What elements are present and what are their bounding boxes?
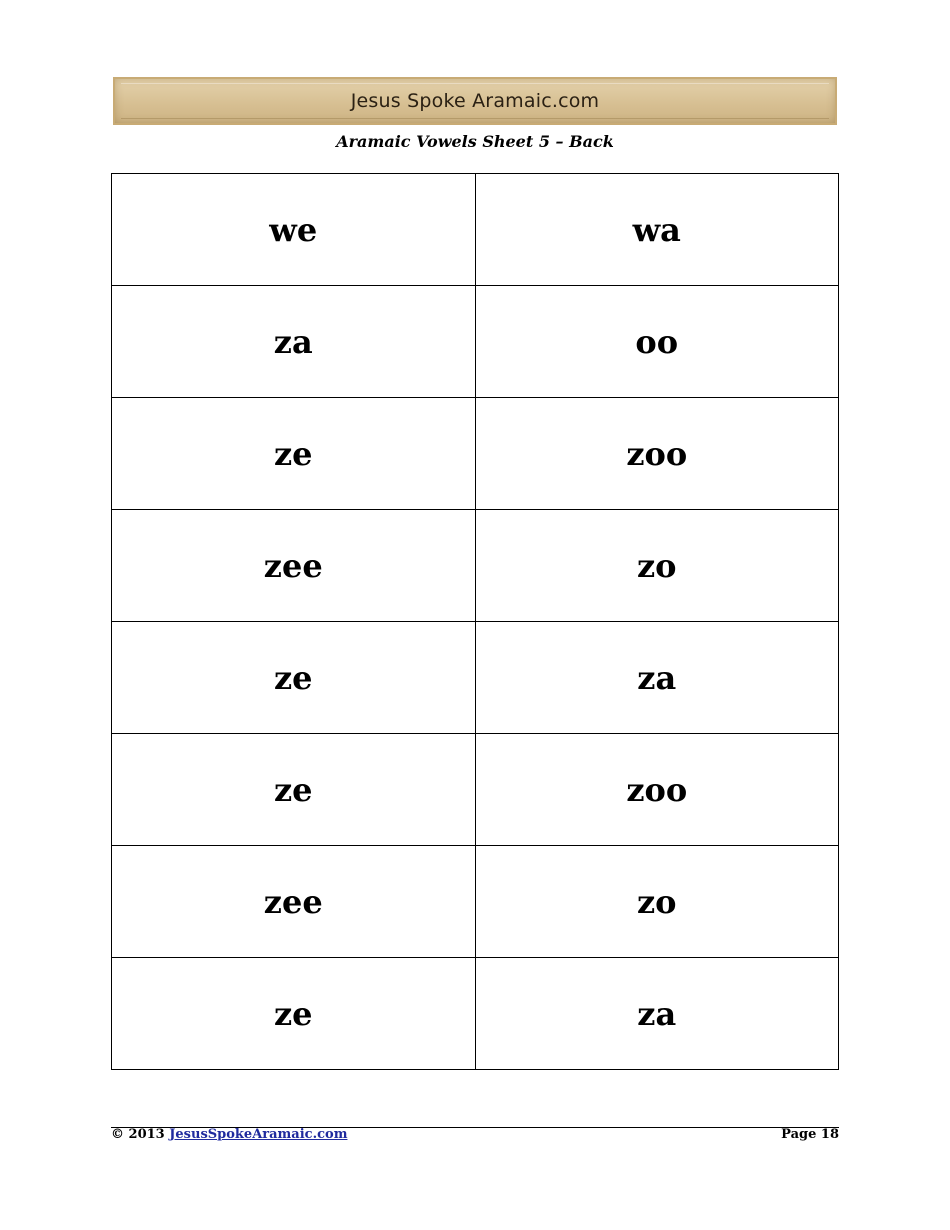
card-cell-left: zee	[112, 510, 476, 622]
card-cell-right: oo	[475, 286, 839, 398]
card-row	[112, 958, 839, 1070]
card-cell-right: zoo	[475, 398, 839, 510]
card-cell-right: zoo	[475, 734, 839, 846]
card-cell-left: ze	[112, 398, 476, 510]
page-number: Page 18	[781, 1127, 839, 1142]
card-cell-right: zo	[475, 510, 839, 622]
card-cell-right: zo	[475, 846, 839, 958]
card-cell-left: we	[112, 174, 476, 286]
card-cell-left: ze	[112, 958, 476, 1070]
banner-title: Jesus Spoke Aramaic.com	[350, 90, 600, 112]
page-title: Aramaic Vowels Sheet 5 – Back	[336, 132, 614, 151]
site-link[interactable]: JesusSpokeAramaic.com	[169, 1127, 348, 1142]
header-banner	[113, 77, 837, 125]
card-cell-right: za	[475, 622, 839, 734]
flashcard-grid	[111, 173, 839, 1070]
footer-copyright	[111, 1127, 347, 1142]
card-row	[112, 846, 839, 958]
card-row	[112, 398, 839, 510]
card-cell-left: za	[112, 286, 476, 398]
copyright-text: © 2013	[111, 1127, 165, 1142]
card-cell-left: zee	[112, 846, 476, 958]
card-cell-left: ze	[112, 622, 476, 734]
card-row	[112, 510, 839, 622]
card-cell-left: ze	[112, 734, 476, 846]
card-row	[112, 286, 839, 398]
card-cell-right: wa	[475, 174, 839, 286]
card-row	[112, 622, 839, 734]
card-cell-right: za	[475, 958, 839, 1070]
card-row	[112, 734, 839, 846]
card-row	[112, 174, 839, 286]
